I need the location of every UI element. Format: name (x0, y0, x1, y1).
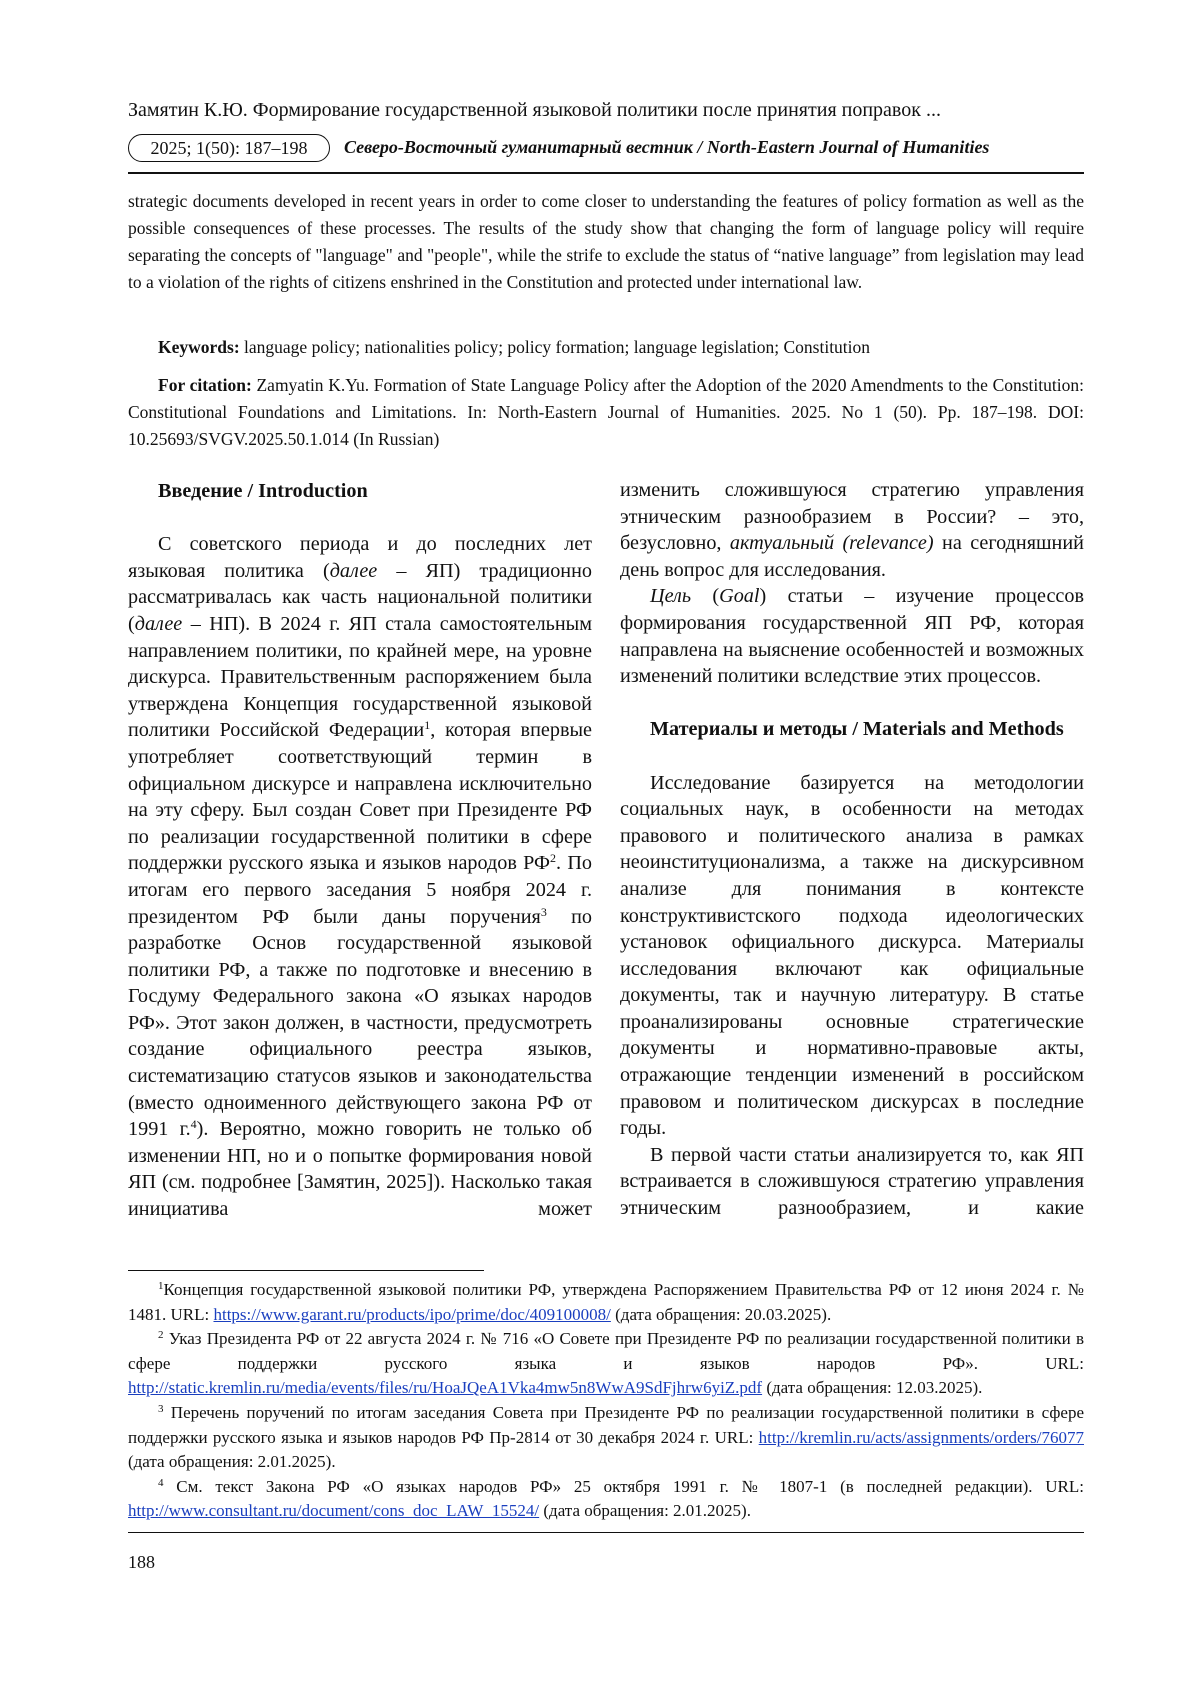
running-header-title: Замятин К.Ю. Формирование государственной языковой политики после принятия поправок ... (128, 99, 941, 121)
intro-paragraph (128, 531, 592, 1222)
intro-text: ). Вероятно, можно говорить не только об изменении НП, но и о попытке формирования новой ЯП (см. подробнее [Замятин, 2025]). Насколько такая инициатива может (128, 1118, 592, 1221)
footnote-number: 4 (158, 1476, 164, 1489)
goal-paragraph (620, 583, 1084, 689)
keywords (128, 334, 1084, 361)
right-column (620, 477, 1084, 1222)
methods-paragraph-2: В первой части статьи анализируется то, как ЯП встраивается в сложившуюся стратегию управления этническим разнообразием, и какие (620, 1143, 1084, 1220)
header-divider (128, 172, 1084, 174)
left-column (128, 478, 592, 1223)
methods-paragraph-1: Исследование базируется на методологии социальных наук, в особенности на методах правового и политического анализа в рамках неоинституционализма, а также на дискурсивном анализе для понимания в контексте конструктивистского подхода идеологических установок официального дискурса. Материалы исследования включают как официальные документы, так и научную литературу. В статье проанализированы основные стратегические документы и нормативно-правовые акты, отражающие тенденции изменений в российском правовом и политическом дискурсах в последние годы. (620, 771, 1084, 1140)
footnote-text: Перечень поручений по итогам заседания Совета при Президенте РФ по реализации государственной политики в сфере поддержки русского языка и языков народов РФ Пр-2814 от 30 декабря 2024 г. URL: (128, 1402, 1084, 1447)
footnote-text: (дата обращения: 2.01.2025). (539, 1501, 751, 1521)
journal-header (128, 134, 1084, 164)
goal-label-en: Goal (719, 585, 760, 608)
issue-badge: 2025; 1(50): 187–198 (128, 134, 330, 162)
footnote-ref: 3 (540, 904, 547, 919)
goal-text: ( (691, 585, 720, 608)
footnote-link[interactable]: https://www.garant.ru/products/ipo/prime/doc/409100008/ (213, 1304, 611, 1324)
footnote-ref: 1 (424, 718, 431, 733)
intro-text-italic: далее (134, 612, 183, 635)
footnote-1 (128, 1278, 1084, 1327)
keywords-label: Keywords: (158, 337, 240, 357)
footnote-divider (128, 1270, 484, 1271)
intro-text: . По итогам его первого заседания 5 ноября 2024 г. президентом РФ были даны поручения (128, 852, 592, 928)
intro-text: – ЯП) традиционно рассматривалась как часть национальной политики ( (128, 559, 592, 635)
footnote-2 (128, 1327, 1084, 1401)
goal-label: Цель (650, 585, 692, 608)
citation-text: Zamyatin K.Yu. Formation of State Language Policy after the Adoption of the 2020 Amendments to the Constitution: Constitutional Foundations and Limitations. In: North-Eastern Journal of Humanities. 2025. No 1 (50). Pp. 187–198. DOI: 10.25693/SVGV.2025.50.1.014 (In Russian) (128, 375, 1084, 449)
citation-label: For citation: (158, 375, 252, 395)
footnote-text: Указ Президента РФ от 22 августа 2024 г. № 716 «О Совете при Президенте РФ по реализации государственной политики в сфере поддержки русского языка и языков народов РФ». URL: (128, 1329, 1084, 1373)
intro-text: изменить сложившуюся стратегию управления этническим разнообразием в России? – это, безусловно, (620, 479, 1084, 555)
abstract (128, 188, 1084, 296)
journal-name: Северо-Восточный гуманитарный вестник / North-Eastern Journal of Humanities (344, 137, 990, 157)
footnote-text: См. текст Закона РФ «О языках народов РФ» 25 октября 1991 г. № 1807-1 (в последней редакции). URL: (163, 1476, 1084, 1496)
footnote-4 (128, 1475, 1084, 1524)
abstract-text: strategic documents developed in recent years in order to come closer to understanding the features of policy formation as well as the possible consequences of these processes. The results of the study show that changing the form of language policy will require separating the concepts of "language" and "people", while the strife to exclude the status of “native language” from legislation may lead to a violation of the rights of citizens enshrined in the Constitution and protected under international law. (128, 191, 1084, 292)
intro-text: , которая впервые употребляет соответствующий термин в официальном дискурсе и направлена исключительно на эту сферу. Был создан Совет при Президенте РФ по реализации государственной политики в сфере поддержки русского языка и языков народов РФ (128, 719, 593, 875)
footnotes (128, 1278, 1084, 1524)
footnote-number: 2 (158, 1329, 164, 1342)
goal-text: ) статьи – изучение процессов формирования государственной ЯП РФ, которая направлена на выяснение особенностей и возможных изменений политики вследствие этих процессов. (620, 585, 1084, 688)
intro-text: – НП). В 2024 г. ЯП стала самостоятельным направлением политики, по крайней мере, на уровне дискурса. Правительственным распоряжением была утверждена Концепция государственной языковой политики Российской Федерации (128, 612, 592, 742)
footnote-link[interactable]: http://static.kremlin.ru/media/events/files/ru/HoaJQeA1Vka4mw5n8WwA9SdFjhrw6yiZ.pdf (128, 1378, 763, 1398)
intro-text: по разработке Основ государственной языковой политики РФ, а также по подготовке и внесению в Госдуму Федерального закона «О языках народов РФ». Этот закон должен, в частности, предусмотреть создание официального реестра языков, систематизацию статусов языков и законодательства (вместо одноименного действующего закона РФ от 1991 г. (128, 905, 592, 1141)
footnote-ref: 4 (190, 1117, 197, 1132)
footnote-text: (дата обращения: 20.03.2025). (610, 1304, 832, 1324)
footnote-link[interactable]: http://www.consultant.ru/document/cons_doc_LAW_15524/ (128, 1501, 540, 1521)
footnote-text: (дата обращения: 12.03.2025). (762, 1378, 983, 1398)
intro-heading: Введение / Introduction (158, 480, 368, 502)
citation (128, 372, 1084, 453)
intro-text: на сегодняшний день вопрос для исследования. (620, 532, 1084, 581)
footnote-number: 3 (158, 1402, 164, 1415)
footnote-text: Концепция государственной языковой политики РФ, утверждена Распоряжением Правительства РФ от 12 июня 2024 г. № 1481. URL: (128, 1280, 1084, 1324)
page-number: 188 (128, 1552, 155, 1572)
keywords-text: language policy; nationalities policy; policy formation; language legislation; Constitution (239, 337, 871, 357)
footnote-ref: 2 (550, 851, 557, 866)
footnote-number: 1 (158, 1280, 164, 1292)
intro-text-italic: далее (329, 559, 378, 582)
intro-continuation (620, 477, 1084, 583)
footer-divider (128, 1532, 1084, 1533)
intro-text: С советского периода и до последних лет языковая политика ( (128, 533, 592, 582)
intro-text-italic: актуальный (relevance) (729, 532, 934, 555)
footnote-link[interactable]: http://kremlin.ru/acts/assignments/orders/76077 (758, 1427, 1084, 1447)
footnote-3 (128, 1401, 1084, 1475)
footnote-text: (дата обращения: 2.01.2025). (128, 1452, 336, 1472)
methods-heading: Материалы и методы / Materials and Methods (650, 718, 1064, 741)
